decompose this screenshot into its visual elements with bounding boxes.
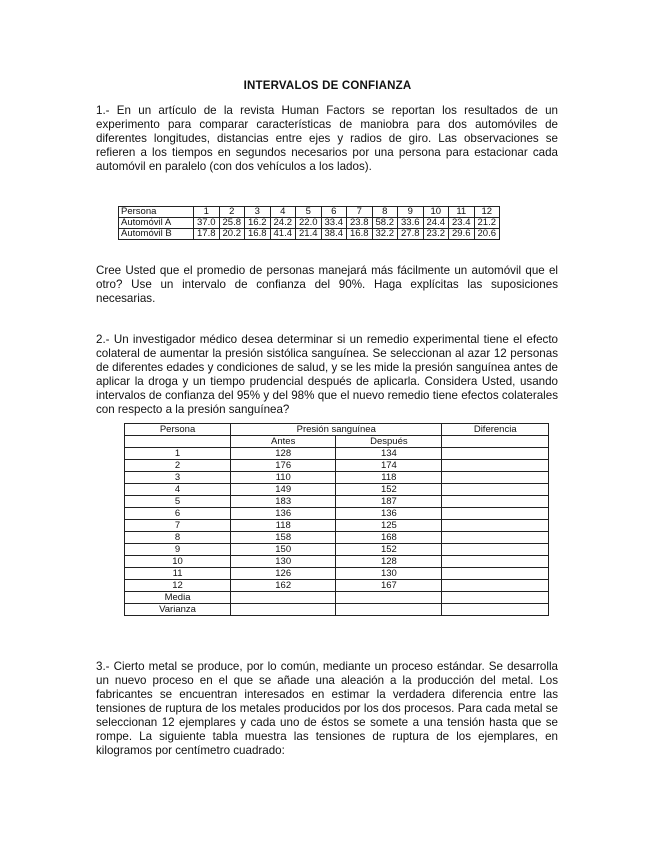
table-row <box>125 592 549 604</box>
table-cell <box>442 448 549 460</box>
table-cell <box>442 592 549 604</box>
table-header-row <box>125 424 549 436</box>
table-cell: 158 <box>231 532 336 544</box>
header-cell: 6 <box>321 207 347 218</box>
table-cell: 118 <box>231 520 336 532</box>
table-cell: 23.2 <box>423 229 449 240</box>
table-cell <box>442 580 549 592</box>
table-row <box>119 218 500 229</box>
header-cell: 8 <box>372 207 398 218</box>
table-row <box>125 448 549 460</box>
table-cell: 22.0 <box>296 218 322 229</box>
table-cell: 11 <box>125 568 231 580</box>
row-label: Automóvil A <box>119 218 194 229</box>
table-cell: 32.2 <box>372 229 398 240</box>
table-cell: 126 <box>231 568 336 580</box>
table-cell: 16.8 <box>347 229 373 240</box>
table-cell: 41.4 <box>270 229 296 240</box>
header-cell: 3 <box>245 207 271 218</box>
table-cell: 9 <box>125 544 231 556</box>
car-times-table <box>118 206 500 240</box>
table-cell: 136 <box>336 508 442 520</box>
table-cell: 33.6 <box>398 218 424 229</box>
table-row <box>125 472 549 484</box>
table-cell <box>442 568 549 580</box>
question-2-text: 2.- Un investigador médico desea determinar si un remedio experimental tiene el efecto colateral de aumentar la presión sistólica sanguínea. Se seleccionan al azar 12 personas de diferentes edades y condiciones de salud, y se les mide la presión sanguínea antes de aplicar la droga y un tiempo prudencial después de aplicarla. Considera Usted, usando intervalos de confianza del 95% y del 98% que el nuevo remedio tiene efectos colaterales con respecto a la presión sanguínea? <box>96 333 558 416</box>
table-cell <box>442 604 549 616</box>
table-cell <box>336 592 442 604</box>
table-cell: 20.2 <box>219 229 245 240</box>
table-cell <box>442 436 549 448</box>
table-cell: 4 <box>125 484 231 496</box>
table-cell: 12 <box>125 580 231 592</box>
table-cell: 6 <box>125 508 231 520</box>
table-cell: 149 <box>231 484 336 496</box>
table-cell <box>442 520 549 532</box>
table-cell: 162 <box>231 580 336 592</box>
table-row <box>125 520 549 532</box>
table-row <box>125 460 549 472</box>
header-cell: 9 <box>398 207 424 218</box>
table-cell: 27.8 <box>398 229 424 240</box>
table-cell: 16.8 <box>245 229 271 240</box>
table-row <box>125 580 549 592</box>
table-cell: 24.4 <box>423 218 449 229</box>
table-cell <box>442 484 549 496</box>
header-cell: 4 <box>270 207 296 218</box>
question-1-prompt: Cree Usted que el promedio de personas manejará más fácilmente un automóvil que el otro? Use un intervalo de confianza del 90%. Haga explícitas las suposiciones necesarias. <box>96 264 558 305</box>
table-cell <box>442 472 549 484</box>
table-cell <box>442 544 549 556</box>
table-cell: 167 <box>336 580 442 592</box>
table-cell: 150 <box>231 544 336 556</box>
table-cell: 183 <box>231 496 336 508</box>
header-cell: Antes <box>231 436 336 448</box>
table-cell: 174 <box>336 460 442 472</box>
table-cell: 38.4 <box>321 229 347 240</box>
table-cell: 21.2 <box>474 218 500 229</box>
table-cell: 16.2 <box>245 218 271 229</box>
header-cell: 7 <box>347 207 373 218</box>
table-cell: 37.0 <box>194 218 220 229</box>
table-cell: 130 <box>231 556 336 568</box>
header-cell: 12 <box>474 207 500 218</box>
header-cell: Presión sanguínea <box>231 424 442 436</box>
table-cell <box>125 436 231 448</box>
table-cell <box>442 496 549 508</box>
table-cell: 130 <box>336 568 442 580</box>
table-cell: 20.6 <box>474 229 500 240</box>
table-cell: 128 <box>231 448 336 460</box>
table-cell <box>442 460 549 472</box>
table-header-row <box>119 207 500 218</box>
header-cell: Persona <box>119 207 194 218</box>
row-label: Varianza <box>125 604 231 616</box>
table-cell <box>231 592 336 604</box>
table-row <box>119 229 500 240</box>
table-row <box>125 484 549 496</box>
table-cell: 176 <box>231 460 336 472</box>
table-cell: 2 <box>125 460 231 472</box>
table-row <box>125 532 549 544</box>
header-cell: 5 <box>296 207 322 218</box>
table-cell: 168 <box>336 532 442 544</box>
question-3-text: 3.- Cierto metal se produce, por lo común, mediante un proceso estándar. Se desarrolla un nuevo proceso en el que se añade una aleación a la producción del metal. Los fabricantes se encuentran interesados en estimar la verdadera diferencia entre las tensiones de ruptura de los metales producidos por los dos procesos. Para cada metal se seleccionan 12 ejemplares y cada uno de éstos se somete a una tensión hasta que se rompe. La siguiente tabla muestra las tensiones de ruptura de los ejemplares, en kilogramos por centímetro cuadrado: <box>96 660 558 757</box>
page-title: INTERVALOS DE CONFIANZA <box>243 80 412 92</box>
table-row <box>125 496 549 508</box>
table-cell: 187 <box>336 496 442 508</box>
table-cell: 17.8 <box>194 229 220 240</box>
table-cell: 152 <box>336 484 442 496</box>
table-cell: 23.4 <box>449 218 475 229</box>
header-cell: Después <box>336 436 442 448</box>
table-cell: 125 <box>336 520 442 532</box>
header-cell: Persona <box>125 424 231 436</box>
table-cell: 5 <box>125 496 231 508</box>
table-cell: 58.2 <box>372 218 398 229</box>
table-cell: 21.4 <box>296 229 322 240</box>
table-cell: 24.2 <box>270 218 296 229</box>
table-cell: 3 <box>125 472 231 484</box>
table-cell: 152 <box>336 544 442 556</box>
table-cell: 7 <box>125 520 231 532</box>
table-row <box>125 508 549 520</box>
table-cell: 118 <box>336 472 442 484</box>
table-subheader-row <box>125 436 549 448</box>
header-cell: 2 <box>219 207 245 218</box>
row-label: Media <box>125 592 231 604</box>
table-cell: 10 <box>125 556 231 568</box>
table-cell: 33.4 <box>321 218 347 229</box>
table-row <box>125 556 549 568</box>
question-1-text: 1.- En un artículo de la revista Human Factors se reportan los resultados de un experimento para comparar características de maniobra para dos automóviles de diferentes longitudes, distancias entre ejes y radios de giro. Las observaciones se refieren a los tiempos en segundos necesarios por una persona para estacionar cada automóvil en paralelo (con dos vehículos a los lados). <box>96 104 558 173</box>
table-row <box>125 568 549 580</box>
table-cell: 25.8 <box>219 218 245 229</box>
table-cell: 128 <box>336 556 442 568</box>
header-cell: 11 <box>449 207 475 218</box>
table-cell: 136 <box>231 508 336 520</box>
table-cell <box>442 556 549 568</box>
table-cell: 110 <box>231 472 336 484</box>
table-cell: 8 <box>125 532 231 544</box>
blood-pressure-table <box>124 423 549 616</box>
table-cell: 29.6 <box>449 229 475 240</box>
table-cell <box>442 532 549 544</box>
header-cell: 10 <box>423 207 449 218</box>
table-cell <box>336 604 442 616</box>
table-row <box>125 604 549 616</box>
table-cell <box>442 508 549 520</box>
table-cell: 1 <box>125 448 231 460</box>
row-label: Automóvil B <box>119 229 194 240</box>
table-cell <box>231 604 336 616</box>
table-cell: 134 <box>336 448 442 460</box>
table-row <box>125 544 549 556</box>
header-cell: 1 <box>194 207 220 218</box>
header-cell: Diferencia <box>442 424 549 436</box>
table-cell: 23.8 <box>347 218 373 229</box>
